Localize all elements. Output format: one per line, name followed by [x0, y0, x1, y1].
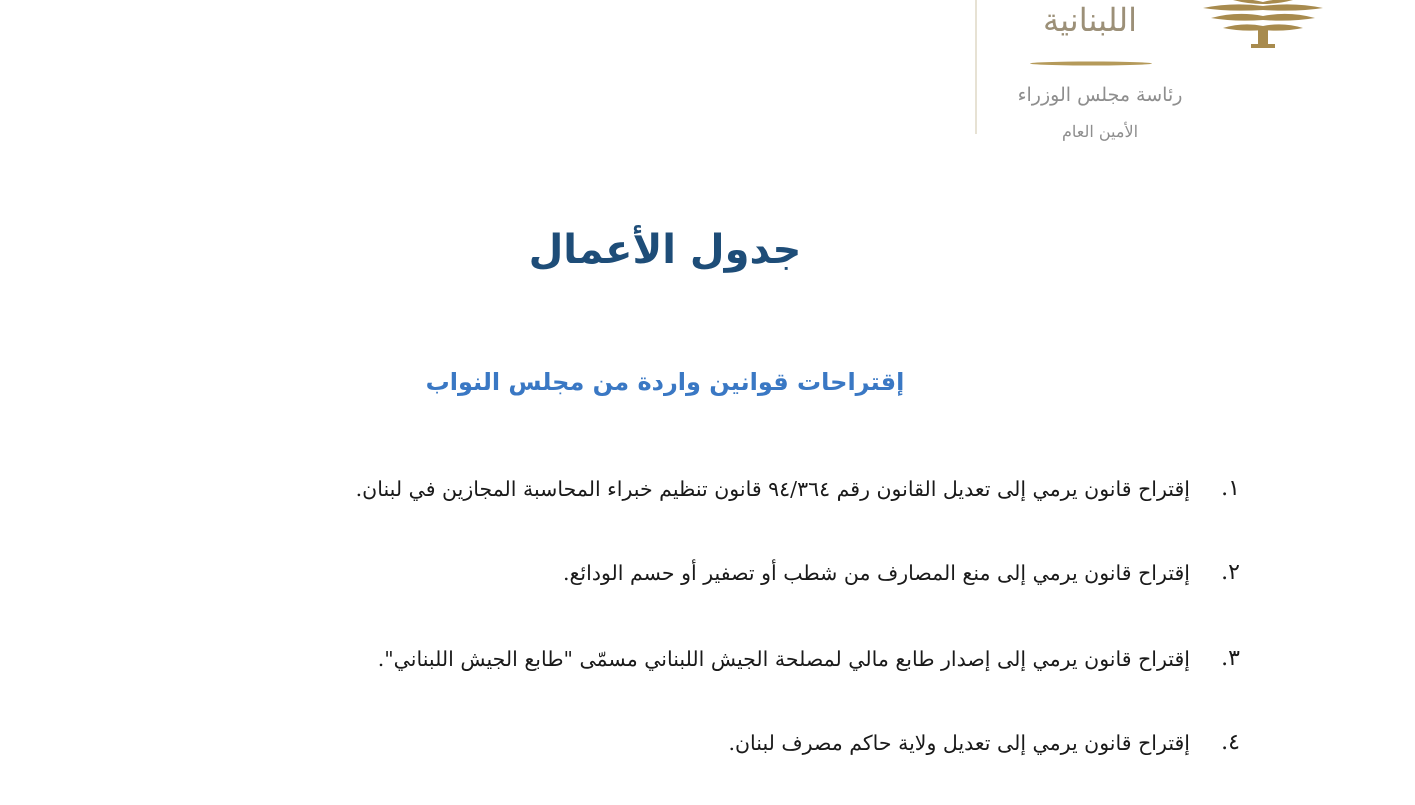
gold-rule [1030, 61, 1152, 66]
item-number: ٣. [1221, 646, 1240, 671]
letterhead-divider [975, 0, 977, 134]
item-number: ٤. [1221, 730, 1240, 755]
agenda-item [110, 639, 1240, 679]
page-title: جدول الأعمال [528, 227, 802, 273]
section-heading: إقتراحات قوانين واردة من مجلس النواب [425, 368, 905, 396]
secretary-general-line: الأمين العام [1061, 122, 1139, 141]
agenda-item [110, 723, 1240, 763]
letterhead [975, 0, 1335, 150]
item-text: إقتراح قانون يرمي إلى منع المصارف من شطب أو تصفير أو حسم الودائع. [562, 561, 1190, 585]
cedar-emblem-icon [1203, 0, 1323, 50]
item-text: إقتراح قانون يرمي إلى تعديل ولاية حاكم مصرف لبنان. [728, 731, 1190, 755]
letterhead-country-word: اللبنانية [1042, 1, 1137, 39]
item-text: إقتراح قانون يرمي إلى تعديل القانون رقم ٩٤/٣٦٤ قانون تنظيم خبراء المحاسبة المجازين في لبنان. [355, 477, 1190, 501]
item-number: ٢. [1221, 560, 1240, 585]
item-number: ١. [1221, 476, 1240, 501]
presidency-line: رئاسة مجلس الوزراء [1017, 84, 1183, 106]
item-text: إقتراح قانون يرمي إلى إصدار طابع مالي لمصلحة الجيش اللبناني مسمّى "طابع الجيش اللبناني". [377, 647, 1190, 671]
agenda-item [110, 553, 1240, 593]
agenda-item [110, 469, 1240, 509]
